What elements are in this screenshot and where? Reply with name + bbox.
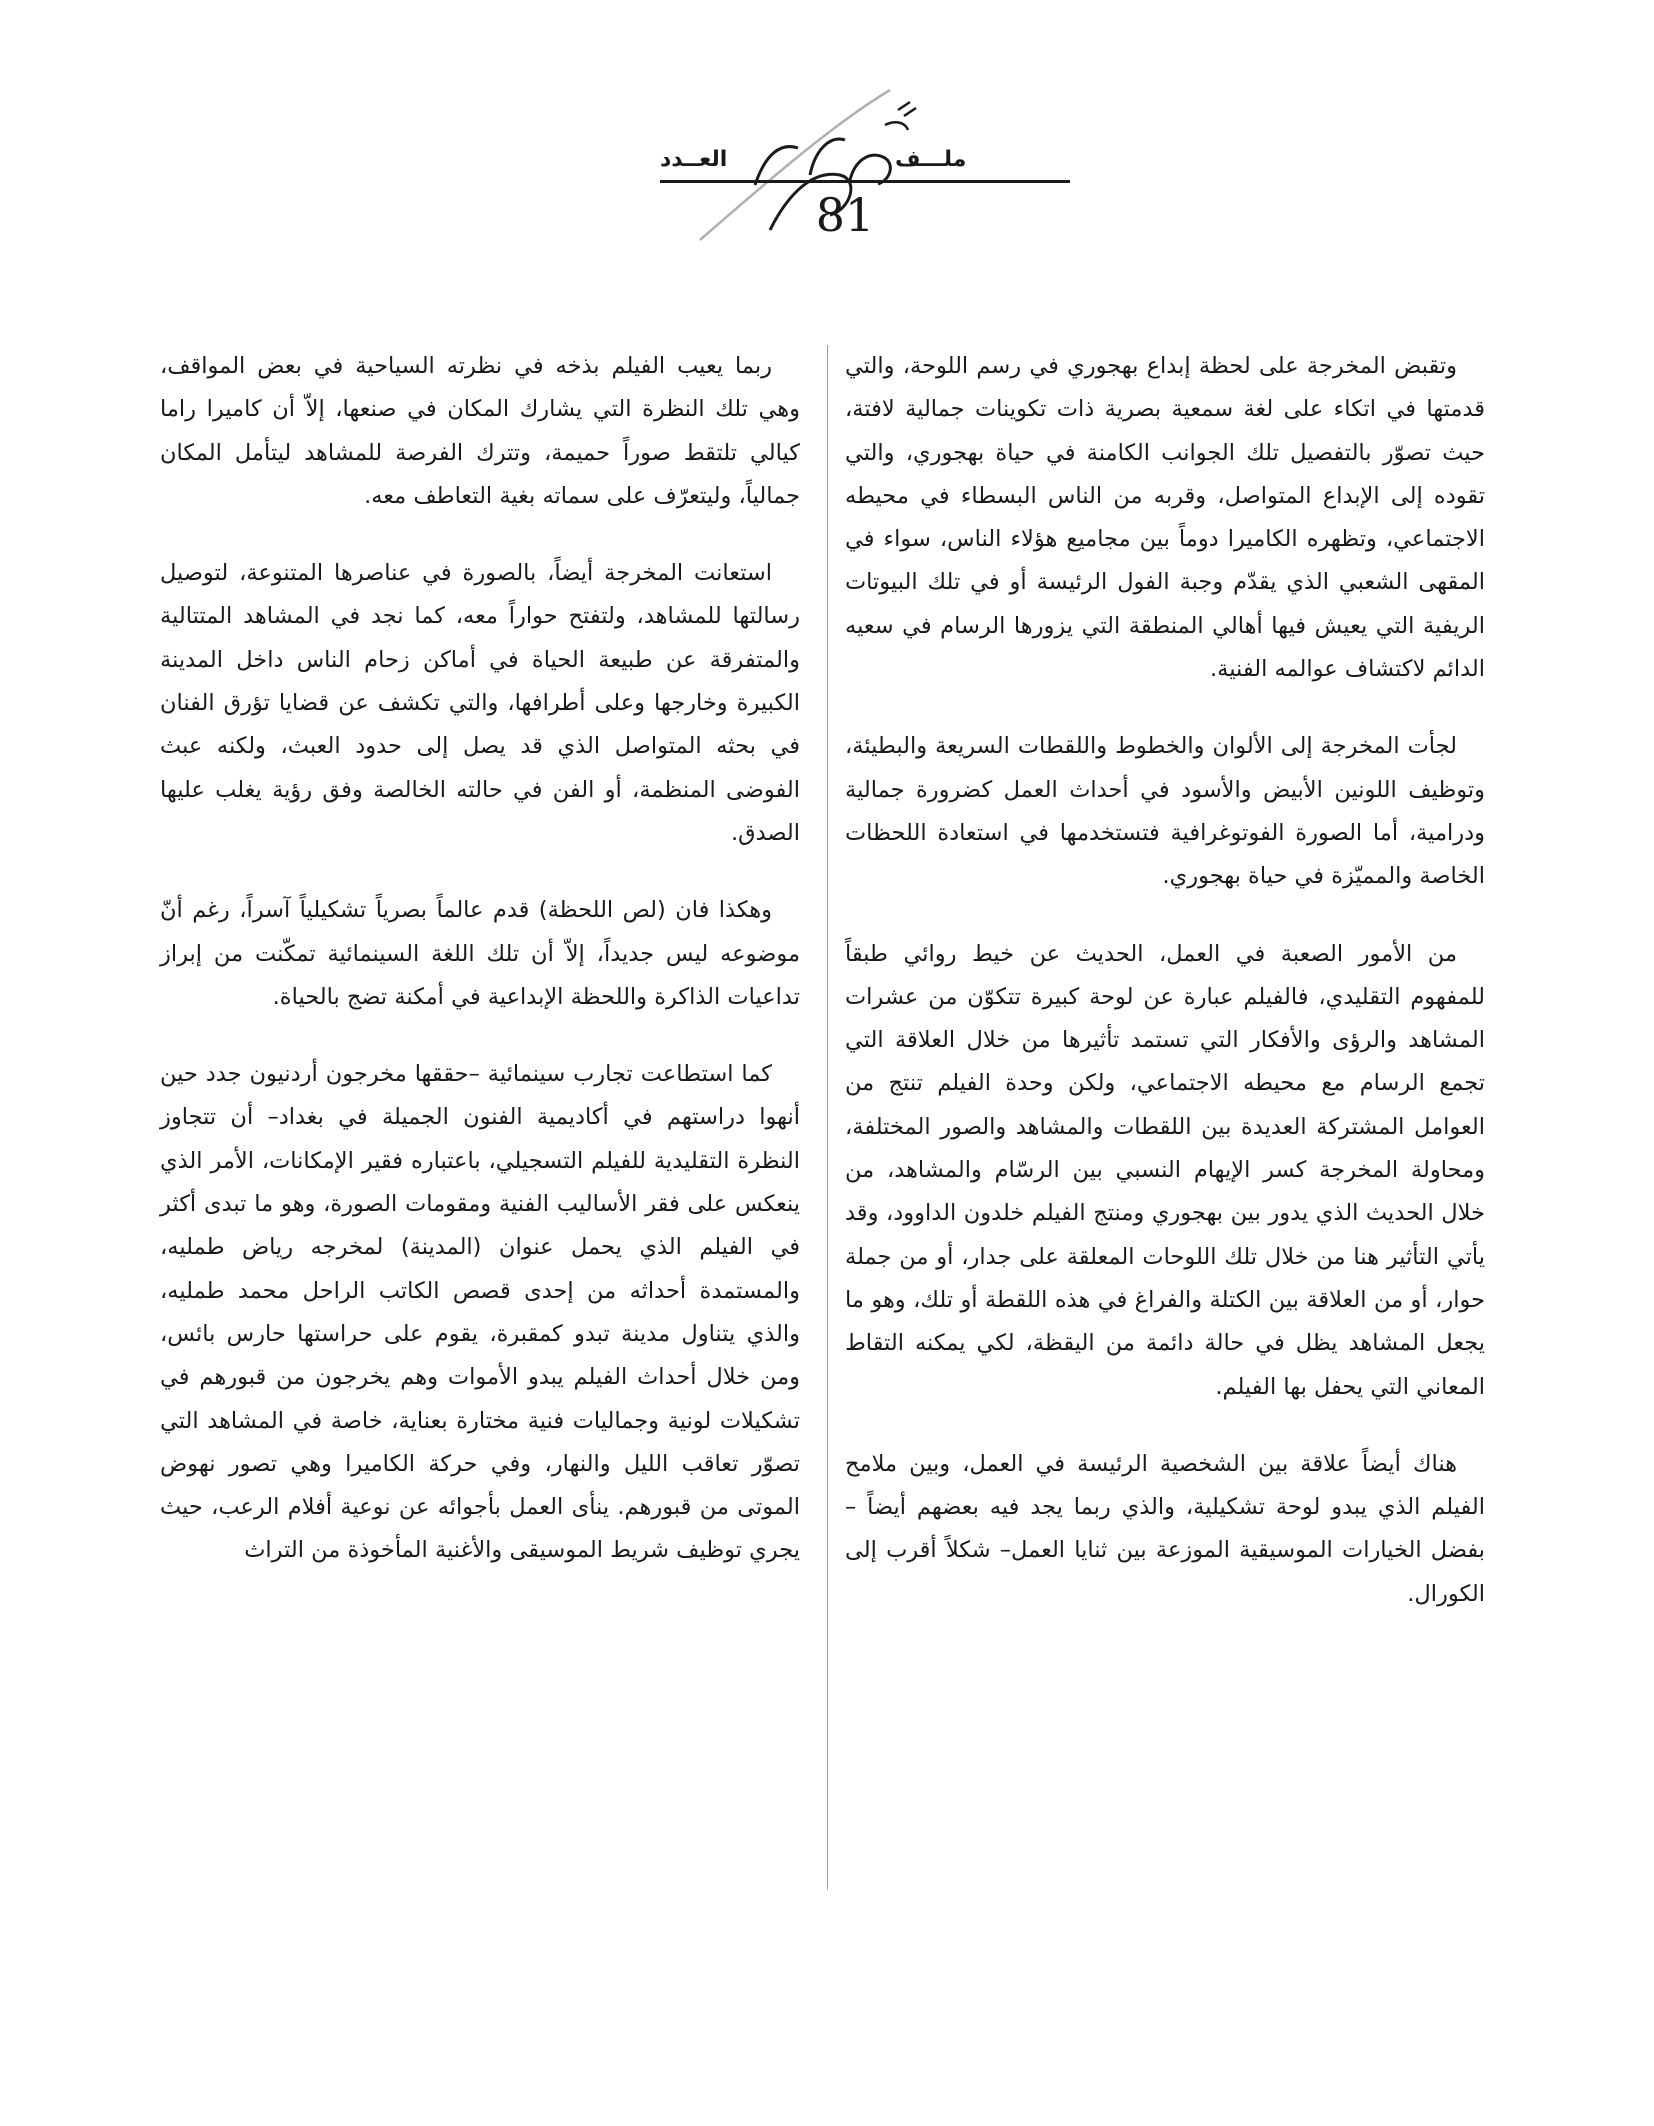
paragraph: كما استطاعت تجارب سينمائية –حققها مخرجون أردنيون جدد حين أنهوا دراستهم في أكاديمية الفنون الجميلة في بغداد– أن تتجاوز النظرة التقليدية للفيلم التسجيلي، باعتباره فقير الإمكانات، الأمر الذي ينعكس على فقر الأساليب الفنية ومقومات الصورة، وهو ما تبدى أكثر في الفيلم الذي يحمل عنوان (المدينة) لمخرجه رياض طمليه، والمستمدة أحداثه من إحدى قصص الكاتب الراحل محمد طمليه، والذي يتناول مدينة تبدو كمقبرة، يقوم على حراستها حارس بائس، ومن خلال أحداث الفيلم يبدو الأموات وهم يخرجون من قبورهم في تشكيلات لونية وجماليات فنية مختارة بعناية، خاصة في المشاهد التي تصوّر تعاقب الليل والنهار، وفي حركة الكاميرا وهي تصور نهوض الموتى من قبورهم. ينأى العمل بأجوائه عن نوعية أفلام الرعب، حيث يجري توظيف شريط الموسيقى والأغنية المأخوذة من التراث [160, 1061, 800, 1564]
paragraph: من الأمور الصعبة في العمل، الحديث عن خيط روائي طبقاً للمفهوم التقليدي، فالفيلم عبارة عن لوحة كبيرة تتكوّن من عشرات المشاهد والرؤى والأفكار التي تستمد تأثيرها من خلال العلاقة التي تجمع الرسام مع محيطه الاجتماعي، ولكن وحدة الفيلم تنتج من العوامل المشتركة العديدة بين اللقطات والمشاهد والصور المختلفة، ومحاولة المخرجة كسر الإيهام النسبي بين الرسّام والمشاهد، من خلال الحديث الذي يدور بين بهجوري ومنتج الفيلم خلدون الداوود، وقد يأتي التأثير هنا من خلال تلك اللوحات المعلقة على جدار، أو من جملة حوار، أو من العلاقة بين الكتلة والفراغ في هذه اللقطة أو تلك، وهو ما يجعل المشاهد يظل في حالة دائمة من اليقظة، لكي يمكنه التقاط المعاني التي يحفل بها الفيلم. [845, 940, 1485, 1400]
paragraph: استعانت المخرجة أيضاً، بالصورة في عناصرها المتنوعة، لتوصيل رسالتها للمشاهد، ولتفتح حواراً معه، كما نجد في المشاهد المتتالية والمتفرقة عن طبيعة الحياة في أماكن زحام الناس داخل المدينة الكبيرة وخارجها وعلى أطرافها، والتي تكشف عن قضايا تؤرق الفنان في بحثه المتواصل الذي قد يصل إلى حدود العبث، ولكنه عبث الفوضى المنظمة، أو الفن في حالته الخالصة وفق رؤية يغلب عليها الصدق. [160, 560, 800, 846]
column-divider [827, 345, 828, 1890]
left-column [160, 345, 800, 1607]
section-label-issue: العــدد [660, 147, 728, 172]
page-header [0, 0, 1654, 250]
paragraph: ربما يعيب الفيلم بذخه في نظرته السياحية في بعض المواقف، وهي تلك النظرة التي يشارك المكان في صنعها، إلاّ أن كاميرا راما كيالي تلتقط صوراً حميمة، وتترك الفرصة للمشاهد ليتأمل المكان جمالياً، وليتعرّف على سماته بغية التعاطف معه. [160, 353, 800, 509]
page-number: 81 [815, 188, 875, 242]
header-rule [660, 180, 1070, 183]
paragraph: وهكذا فان (لص اللحظة) قدم عالماً بصرياً تشكيلياً آسراً، رغم أنّ موضوعه ليس جديداً، إلاّ أن تلك اللغة السينمائية تمكّنت من إبراز تداعيات الذاكرة واللحظة الإبداعية في أمكنة تضج بالحياة. [160, 897, 800, 1010]
section-label-file: ملـــف [895, 147, 967, 172]
paragraph: لجأت المخرجة إلى الألوان والخطوط واللقطات السريعة والبطيئة، وتوظيف اللونين الأبيض والأسود في أحداث العمل كضرورة جمالية ودرامية، أما الصورة الفوتوغرافية فتستخدمها في استعادة اللحظات الخاصة والمميّزة في حياة بهجوري. [845, 733, 1485, 890]
right-column [845, 345, 1485, 1650]
paragraph: هناك أيضاً علاقة بين الشخصية الرئيسة في العمل، وبين ملامح الفيلم الذي يبدو لوحة تشكيلية، والذي ربما يجد فيه بعضهم أيضاً –بفضل الخيارات الموسيقية الموزعة بين ثنايا العمل– شكلاً أقرب إلى الكورال. [845, 1450, 1485, 1607]
paragraph: وتقبض المخرجة على لحظة إبداع بهجوري في رسم اللوحة، والتي قدمتها في اتكاء على لغة سمعية بصرية ذات تكوينات جمالية لافتة، حيث تصوّر بالتفصيل تلك الجوانب الكامنة في حياة بهجوري، والتي تقوده إلى الإبداع المتواصل، وقربه من الناس البسطاء في محيطه الاجتماعي، وتظهره الكاميرا دوماً بين مجاميع هؤلاء الناس، سواء في المقهى الشعبي الذي يقدّم وجبة الفول الرئيسة أو في تلك البيوتات الريفية التي يعيش فيها أهالي المنطقة التي يزورها الرسام في سعيه الدائم لاكتشاف عوالمه الفنية. [845, 353, 1485, 683]
